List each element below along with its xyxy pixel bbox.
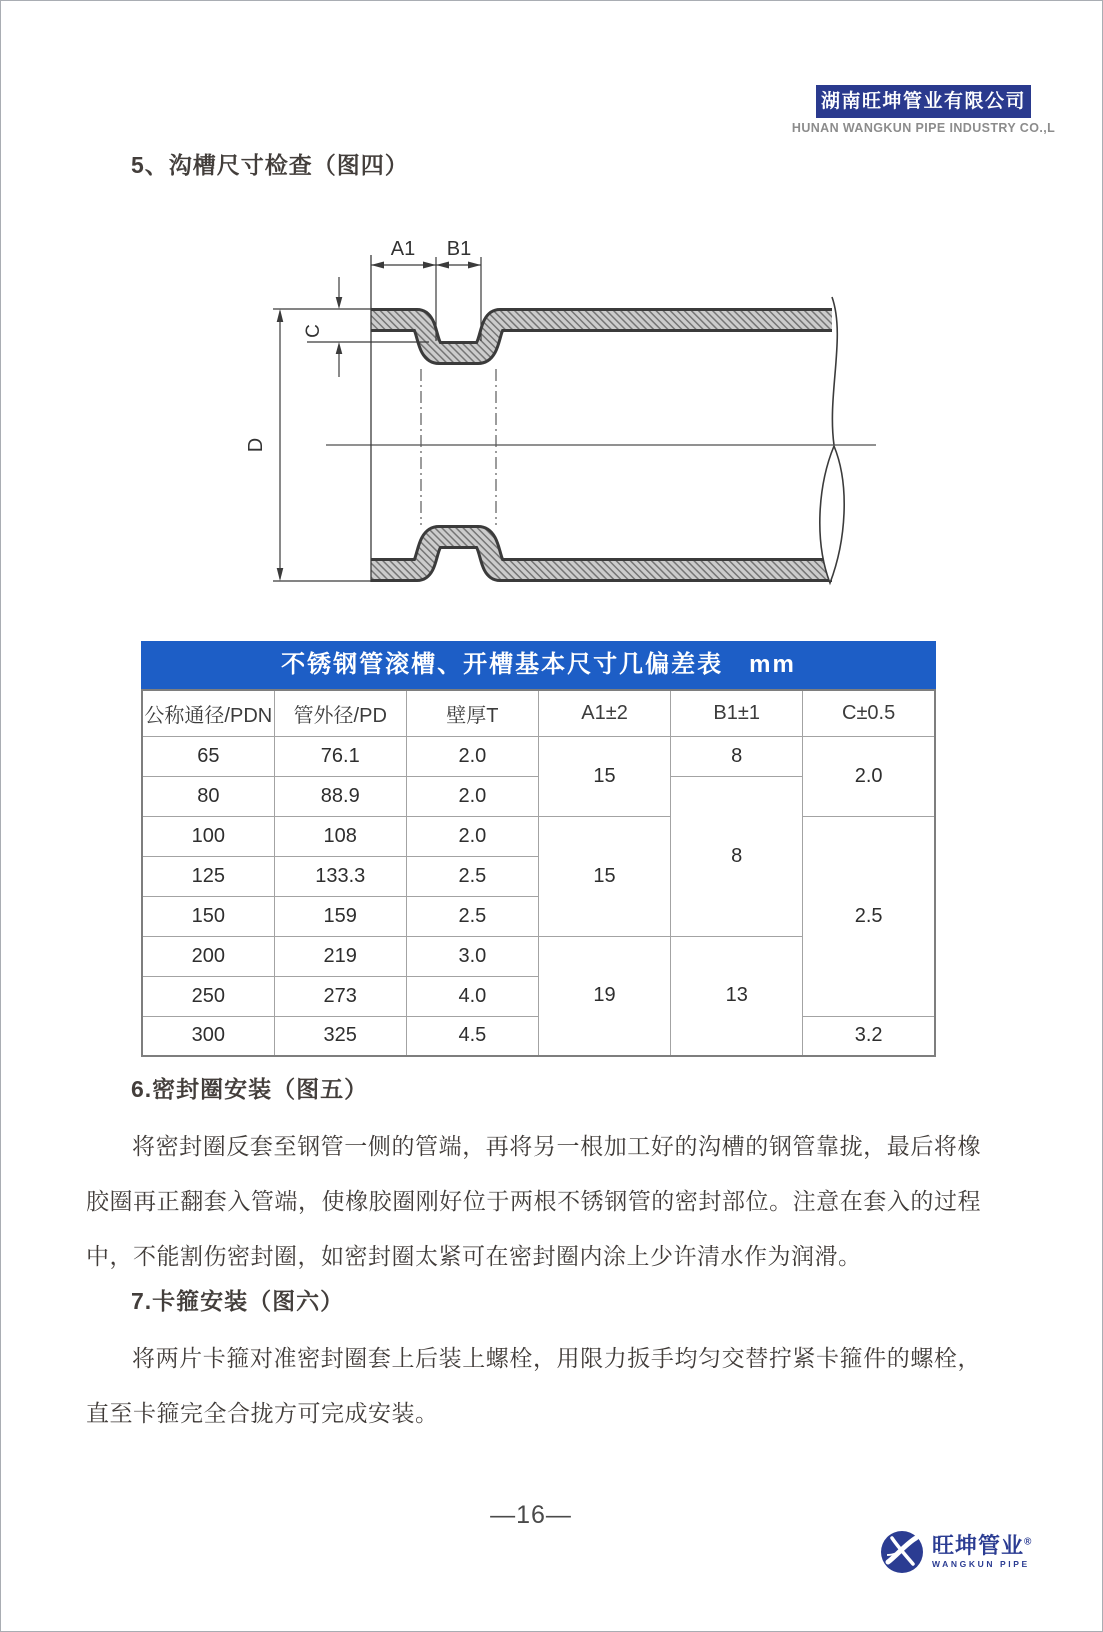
cell-c: 3.2 <box>803 1016 935 1056</box>
groove-dimension-diagram <box>231 219 881 609</box>
cell-pdn: 125 <box>142 856 274 896</box>
table-row <box>142 736 935 776</box>
cell-t: 2.5 <box>406 856 538 896</box>
footer-logo-text <box>932 1535 1032 1569</box>
cell-c: 2.5 <box>803 816 935 1016</box>
cell-t: 4.5 <box>406 1016 538 1056</box>
cell-pdn: 200 <box>142 936 274 976</box>
cell-od: 219 <box>274 936 406 976</box>
page-number: —16— <box>490 1501 572 1529</box>
dim-label-d: D <box>245 437 267 453</box>
section5-title: 5、沟槽尺寸检查（图四） <box>131 152 409 178</box>
cell-t: 2.0 <box>406 816 538 856</box>
logo-cn-chars: 旺坤管业 <box>932 1533 1025 1559</box>
col-header-t: 壁厚T <box>406 690 538 736</box>
table-header-row <box>142 690 935 736</box>
cell-b1: 13 <box>671 936 803 1056</box>
cell-b1: 8 <box>671 776 803 936</box>
cell-pdn: 250 <box>142 976 274 1016</box>
cell-a1: 15 <box>538 816 670 936</box>
dim-label-a1: A1 <box>390 238 416 260</box>
cell-pdn: 100 <box>142 816 274 856</box>
cell-pdn: 150 <box>142 896 274 936</box>
registered-mark: ® <box>1024 1536 1033 1548</box>
table-title: 不锈钢管滚槽、开槽基本尺寸几偏差表 mm <box>141 641 936 689</box>
cell-c: 2.0 <box>803 736 935 816</box>
section7-paragraph: 将两片卡箍对准密封圈套上后装上螺栓，用限力扳手均匀交替拧紧卡箍件的螺栓，直至卡箍完全合拢方可完成安装。 <box>86 1345 981 1426</box>
cell-b1: 8 <box>671 736 803 776</box>
dimension-table <box>141 689 936 1057</box>
logo-text-en: WANGKUN PIPE <box>932 1559 1030 1570</box>
cell-od: 325 <box>274 1016 406 1056</box>
section6-title: 6.密封圈安装（图五） <box>131 1076 369 1102</box>
cell-a1: 15 <box>538 736 670 816</box>
footer-logo <box>879 1529 1032 1575</box>
col-header-a1: A1±2 <box>538 690 670 736</box>
dimension-d <box>273 311 371 581</box>
cell-t: 3.0 <box>406 936 538 976</box>
col-header-pdn: 公称通径/PDN <box>142 690 274 736</box>
col-header-b1: B1±1 <box>671 690 803 736</box>
company-name-cn: 湖南旺坤管业有限公司 <box>820 91 1026 112</box>
cell-t: 4.0 <box>406 976 538 1016</box>
pipe-bottom-wall <box>371 537 832 570</box>
section7-title: 7.卡箍安装（图六） <box>131 1288 345 1314</box>
cell-t: 2.0 <box>406 776 538 816</box>
company-name-en: HUNAN WANGKUN PIPE INDUSTRY CO.,L <box>791 121 1056 135</box>
dim-label-c: C <box>303 324 324 338</box>
company-name-banner <box>816 85 1031 118</box>
section6-paragraph: 将密封圈反套至钢管一侧的管端，再将另一根加工好的沟槽的钢管靠拢，最后将橡胶圈再正翻套入管端，使橡胶圈刚好位于两根不锈钢管的密封部位。注意在套入的过程中，不能割伤密封圈，如密封圈太紧可在密封圈内涂上少许清水作为润滑。 <box>86 1133 981 1269</box>
cell-a1: 19 <box>538 936 670 1056</box>
pipe-break-lens <box>820 446 844 583</box>
dim-label-b1: B1 <box>446 238 472 260</box>
pipe-break-line-top <box>832 297 837 445</box>
cell-od: 76.1 <box>274 736 406 776</box>
cell-od: 108 <box>274 816 406 856</box>
col-header-od: 管外径/PD <box>274 690 406 736</box>
wangkun-logo-icon <box>879 1529 925 1575</box>
dimension-table-section <box>141 641 936 1057</box>
cell-t: 2.5 <box>406 896 538 936</box>
cell-od: 133.3 <box>274 856 406 896</box>
pipe-top-wall <box>371 320 832 353</box>
cell-pdn: 80 <box>142 776 274 816</box>
dimension-arrows-c <box>336 297 343 354</box>
cell-od: 273 <box>274 976 406 1016</box>
logo-text-cn <box>932 1535 1032 1557</box>
cell-pdn: 300 <box>142 1016 274 1056</box>
col-header-c: C±0.5 <box>803 690 935 736</box>
cell-t: 2.0 <box>406 736 538 776</box>
table-row <box>142 816 935 856</box>
cell-pdn: 65 <box>142 736 274 776</box>
cell-od: 88.9 <box>274 776 406 816</box>
cell-od: 159 <box>274 896 406 936</box>
